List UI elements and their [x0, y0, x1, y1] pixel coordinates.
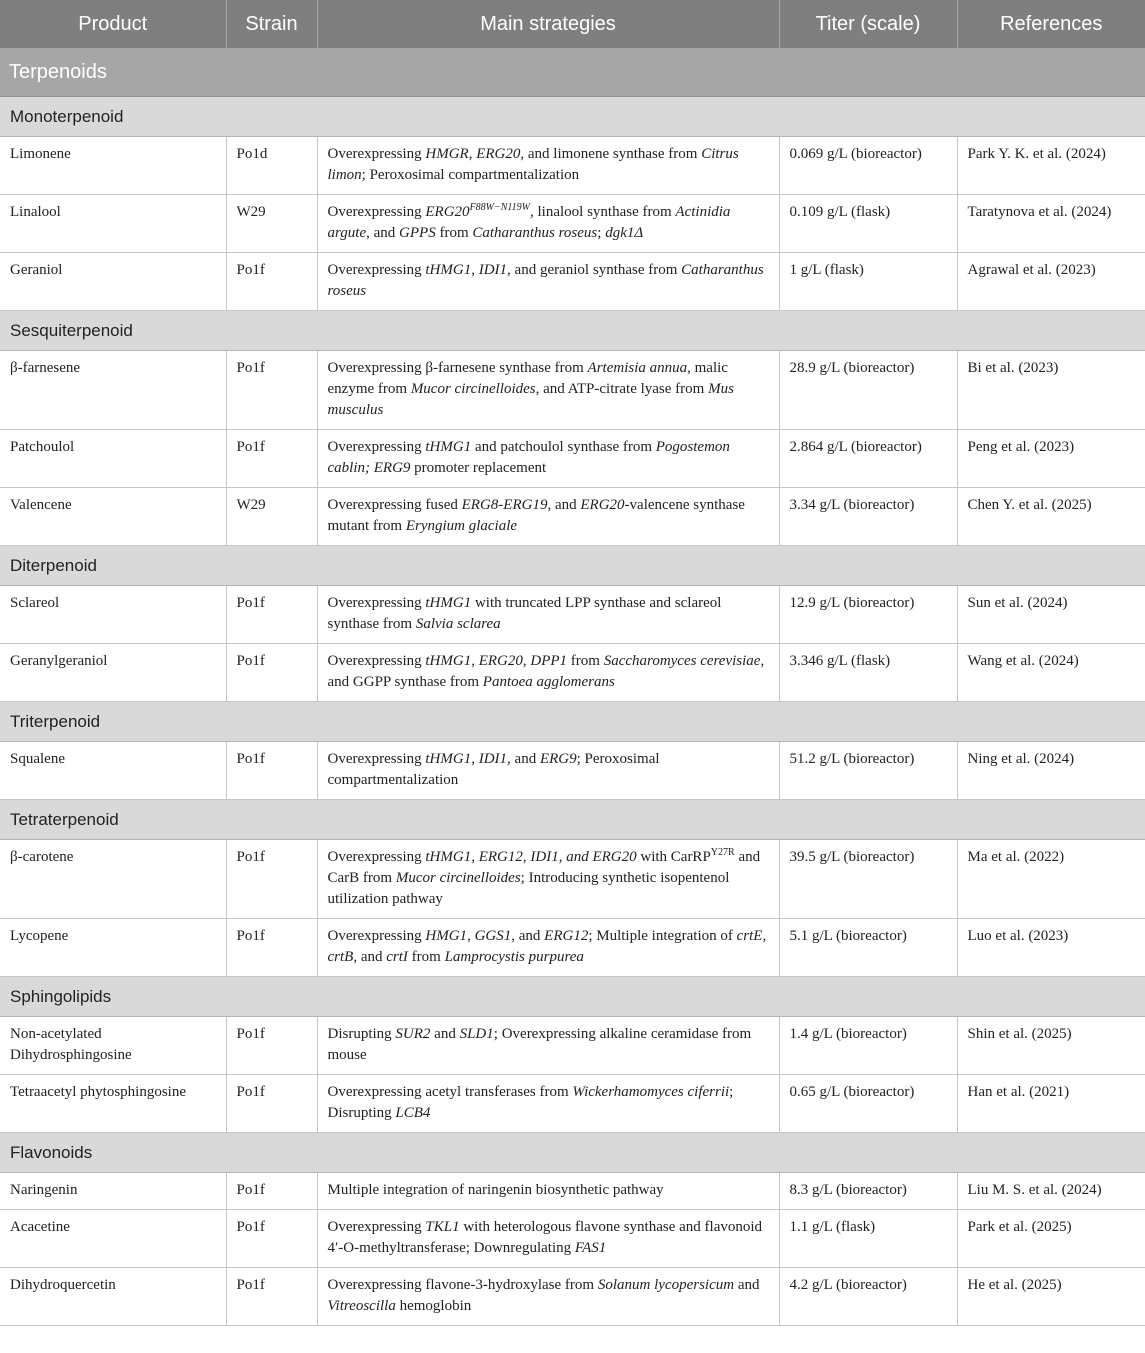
header-titer: Titer (scale): [779, 0, 957, 48]
section-header-row: [0, 1133, 1145, 1173]
table-row: [0, 195, 1145, 253]
strategy-cell: [317, 1017, 779, 1075]
product-cell: Valencene: [0, 488, 226, 546]
section-title: Terpenoids: [0, 48, 1145, 97]
strategy-text: Disrupting: [327, 1026, 396, 1042]
reference-cell: Chen Y. et al. (2025): [957, 488, 1145, 546]
reference-cell: Bi et al. (2023): [957, 351, 1145, 430]
strategy-text: -valencene synthase mutant from: [327, 497, 745, 534]
strategy-text: GGS1: [474, 928, 512, 944]
strategy-cell: [317, 430, 779, 488]
product-cell: Tetraacetyl phytosphingosine: [0, 1075, 226, 1133]
strategy-text: Overexpressing β-farnesene synthase from: [327, 360, 588, 376]
strategy-text: from: [567, 653, 604, 669]
titer-cell: 3.34 g/L (bioreactor): [779, 488, 957, 546]
subsection-header-row: [0, 311, 1145, 351]
titer-cell: 28.9 g/L (bioreactor): [779, 351, 957, 430]
strain-cell: Po1f: [226, 1210, 317, 1268]
strategy-text: and: [734, 1277, 760, 1293]
subsection-header-row: [0, 546, 1145, 586]
strategy-text: Multiple integration of naringenin biosynthetic pathway: [327, 1182, 664, 1198]
strategy-cell: [317, 253, 779, 311]
superscript: [711, 847, 735, 858]
table-body: [0, 48, 1145, 1326]
strategy-text: IDI1: [478, 751, 508, 767]
strategy-text: Overexpressing: [327, 1219, 426, 1235]
strategy-text: crtI: [386, 949, 408, 965]
product-cell: β-farnesene: [0, 351, 226, 430]
strategy-text: , and geraniol synthase from: [507, 262, 682, 278]
product-cell: Acacetine: [0, 1210, 226, 1268]
strategy-text: , and: [353, 949, 387, 965]
strategy-text: FAS1: [574, 1240, 607, 1256]
strategy-text: ,: [471, 262, 479, 278]
header-product: Product: [0, 0, 226, 48]
strategy-text: Pantoea agglomerans: [482, 674, 615, 690]
reference-cell: Han et al. (2021): [957, 1075, 1145, 1133]
table-row: [0, 351, 1145, 430]
strain-cell: Po1f: [226, 253, 317, 311]
strain-cell: Po1f: [226, 1173, 317, 1210]
strategy-cell: [317, 1210, 779, 1268]
strategy-text: Salvia sclarea: [415, 616, 501, 632]
header-strain: Strain: [226, 0, 317, 48]
table-row: [0, 840, 1145, 919]
subsection-header-row: [0, 702, 1145, 742]
strategy-text: , and ATP-citrate lyase from: [535, 381, 709, 397]
strategy-text: crtB: [327, 949, 354, 965]
reference-cell: Park et al. (2025): [957, 1210, 1145, 1268]
header-row: [0, 0, 1145, 48]
table-row: [0, 1268, 1145, 1326]
table-row: [0, 253, 1145, 311]
strategy-text: Overexpressing fused: [327, 497, 462, 513]
strategy-text: ; Multiple integration of: [588, 928, 737, 944]
strain-cell: Po1f: [226, 919, 317, 977]
section-header-row: [0, 48, 1145, 97]
strategy-text: Overexpressing: [327, 849, 426, 865]
strategy-cell: [317, 351, 779, 430]
titer-cell: 0.109 g/L (flask): [779, 195, 957, 253]
strategy-text: with truncated LPP synthase and sclareol synthase from: [327, 595, 722, 632]
strategy-text: ,: [762, 928, 767, 944]
strategy-text: LCB4: [395, 1105, 431, 1121]
strategy-text: ERG12: [544, 928, 589, 944]
product-cell: Geraniol: [0, 253, 226, 311]
strategy-text: ; Overexpressing alkaline ceramidase from mouse: [327, 1026, 752, 1063]
strategy-text: , and: [366, 225, 400, 241]
reference-cell: Park Y. K. et al. (2024): [957, 137, 1145, 195]
strategy-text: ; Peroxosimal compartmentalization: [361, 167, 580, 183]
strategy-text: ; Disrupting: [327, 1084, 734, 1121]
strategy-text: , malic enzyme from: [327, 360, 728, 397]
header-references: References: [957, 0, 1145, 48]
strategy-text: crtE: [736, 928, 763, 944]
strain-cell: Po1f: [226, 430, 317, 488]
strategy-text: Solanum lycopersicum: [597, 1277, 735, 1293]
strain-cell: W29: [226, 488, 317, 546]
strategy-text: promoter replacement: [410, 460, 547, 476]
titer-cell: 51.2 g/L (bioreactor): [779, 742, 957, 800]
product-cell: Geranylgeraniol: [0, 644, 226, 702]
strategy-cell: [317, 137, 779, 195]
strategy-text: SLD1: [459, 1026, 494, 1042]
subsection-title: Monoterpenoid: [0, 97, 1145, 137]
section-title: Sphingolipids: [0, 977, 1145, 1017]
strain-cell: Po1f: [226, 644, 317, 702]
strategy-cell: [317, 1075, 779, 1133]
strategy-cell: [317, 1173, 779, 1210]
strategy-text: Catharanthus roseus: [327, 262, 764, 299]
strategy-text: and CarB from: [327, 849, 761, 886]
strain-cell: Po1f: [226, 840, 317, 919]
section-title: Flavonoids: [0, 1133, 1145, 1173]
strategy-text: ERG20: [425, 204, 470, 220]
strategy-text: with heterologous flavone synthase and flavonoid 4′-O-methyltransferase; Downregulating: [327, 1219, 763, 1256]
titer-cell: 3.346 g/L (flask): [779, 644, 957, 702]
reference-cell: Agrawal et al. (2023): [957, 253, 1145, 311]
strategy-text: Overexpressing: [327, 751, 426, 767]
strategy-text: ; Introducing synthetic isopentenol utilization pathway: [327, 870, 730, 907]
strategy-text: Catharanthus roseus: [472, 225, 598, 241]
table-row: [0, 430, 1145, 488]
reference-cell: Ma et al. (2022): [957, 840, 1145, 919]
table-row: [0, 742, 1145, 800]
strategy-text: ;: [597, 225, 606, 241]
strategy-text: Vitreoscilla: [327, 1298, 396, 1314]
strategy-text: , and limonene synthase from: [520, 146, 702, 162]
strategy-text: Lamprocystis purpurea: [444, 949, 584, 965]
reference-cell: Shin et al. (2025): [957, 1017, 1145, 1075]
strain-cell: Po1f: [226, 742, 317, 800]
titer-cell: 39.5 g/L (bioreactor): [779, 840, 957, 919]
strategy-text: Mucor circinelloides: [395, 870, 521, 886]
table-row: [0, 1075, 1145, 1133]
strategy-text: , and: [511, 928, 545, 944]
strategy-text: tHMG1: [425, 751, 472, 767]
strategy-text: Mus musculus: [327, 381, 734, 418]
strategy-cell: [317, 919, 779, 977]
strategy-cell: [317, 742, 779, 800]
strategy-text: , and: [547, 497, 581, 513]
strategy-text: ERG8-ERG19: [461, 497, 548, 513]
strategy-text: tHMG1: [425, 262, 472, 278]
strategy-text: Saccharomyces cerevisiae: [603, 653, 761, 669]
titer-cell: 5.1 g/L (bioreactor): [779, 919, 957, 977]
strategy-cell: [317, 644, 779, 702]
reference-cell: He et al. (2025): [957, 1268, 1145, 1326]
subsection-header-row: [0, 800, 1145, 840]
strategy-text: Overexpressing: [327, 653, 426, 669]
product-cell: Non-acetylated Dihydrosphingosine: [0, 1017, 226, 1075]
product-cell: Dihydroquercetin: [0, 1268, 226, 1326]
product-cell: Patchoulol: [0, 430, 226, 488]
strategy-text: ,: [467, 928, 475, 944]
subsection-title: Triterpenoid: [0, 702, 1145, 742]
product-cell: β-carotene: [0, 840, 226, 919]
strategy-text: tHMG1: [425, 439, 472, 455]
table-row: [0, 1173, 1145, 1210]
subsection-title: Diterpenoid: [0, 546, 1145, 586]
strategy-text: and patchoulol synthase from: [471, 439, 656, 455]
header-strategies: Main strategies: [317, 0, 779, 48]
product-cell: Sclareol: [0, 586, 226, 644]
reference-cell: Wang et al. (2024): [957, 644, 1145, 702]
strategy-text: dgk1Δ: [605, 225, 644, 241]
strategy-text: SUR2: [395, 1026, 431, 1042]
product-cell: Naringenin: [0, 1173, 226, 1210]
strategy-text: Overexpressing: [327, 262, 426, 278]
reference-cell: Ning et al. (2024): [957, 742, 1145, 800]
reference-cell: Peng et al. (2023): [957, 430, 1145, 488]
strategy-text: from: [435, 225, 473, 241]
table-row: [0, 644, 1145, 702]
strategy-text: Citrus limon: [327, 146, 739, 183]
strategy-text: from: [407, 949, 445, 965]
strategy-text: Overexpressing: [327, 595, 426, 611]
titer-cell: 1.1 g/L (flask): [779, 1210, 957, 1268]
strategy-text: GPPS: [399, 225, 436, 241]
strategy-text: Eryngium glaciale: [405, 518, 518, 534]
strategy-text: TKL1: [425, 1219, 460, 1235]
subsection-title: Tetraterpenoid: [0, 800, 1145, 840]
superscript: [470, 202, 530, 213]
product-cell: Limonene: [0, 137, 226, 195]
product-cell: Linalool: [0, 195, 226, 253]
strategy-text: Wickerhamomyces ciferrii: [572, 1084, 730, 1100]
strategy-text: HMG1: [425, 928, 468, 944]
strategy-text: , and GGPP synthase from: [327, 653, 765, 690]
strategy-text: , linalool synthase from: [530, 204, 676, 220]
strategy-text: F88W−N119W: [469, 202, 531, 213]
strategy-text: Actinidia argute: [327, 204, 731, 241]
titer-cell: 1 g/L (flask): [779, 253, 957, 311]
strategy-text: Mucor circinelloides: [410, 381, 536, 397]
strategy-text: ERG20: [580, 497, 625, 513]
table-row: [0, 919, 1145, 977]
strategy-cell: [317, 488, 779, 546]
strain-cell: Po1f: [226, 351, 317, 430]
strategy-text: ERG9: [539, 751, 577, 767]
strategy-cell: [317, 1268, 779, 1326]
strain-cell: Po1d: [226, 137, 317, 195]
strategy-cell: [317, 586, 779, 644]
strategy-text: and: [430, 1026, 460, 1042]
table-row: [0, 586, 1145, 644]
product-cell: Squalene: [0, 742, 226, 800]
subsection-header-row: [0, 97, 1145, 137]
reference-cell: Luo et al. (2023): [957, 919, 1145, 977]
table-row: [0, 1210, 1145, 1268]
strategy-text: IDI1: [478, 262, 508, 278]
reference-cell: Liu M. S. et al. (2024): [957, 1173, 1145, 1210]
table-row: [0, 1017, 1145, 1075]
strategy-text: tHMG1: [425, 653, 472, 669]
titer-cell: 0.069 g/L (bioreactor): [779, 137, 957, 195]
strategy-text: Overexpressing: [327, 928, 426, 944]
table-row: [0, 137, 1145, 195]
table-row: [0, 488, 1145, 546]
strategy-cell: [317, 840, 779, 919]
titer-cell: 12.9 g/L (bioreactor): [779, 586, 957, 644]
titer-cell: 0.65 g/L (bioreactor): [779, 1075, 957, 1133]
strategy-text: Overexpressing acetyl transferases from: [327, 1084, 573, 1100]
product-cell: Lycopene: [0, 919, 226, 977]
strategy-text: , and: [507, 751, 540, 767]
strategy-text: Pogostemon cablin; ERG9: [327, 439, 730, 476]
reference-cell: Taratynova et al. (2024): [957, 195, 1145, 253]
strategy-text: HMGR: [425, 146, 469, 162]
titer-cell: 2.864 g/L (bioreactor): [779, 430, 957, 488]
strategy-text: tHMG1, ERG12, IDI1, and ERG20: [425, 849, 637, 865]
subsection-title: Sesquiterpenoid: [0, 311, 1145, 351]
strain-cell: Po1f: [226, 1268, 317, 1326]
strategy-text: tHMG1: [425, 595, 472, 611]
strategy-text: ,: [468, 146, 477, 162]
reference-cell: Sun et al. (2024): [957, 586, 1145, 644]
strain-cell: Po1f: [226, 1017, 317, 1075]
strategy-text: with CarRP: [636, 849, 711, 865]
strategy-text: ; Peroxosimal compartmentalization: [327, 751, 660, 788]
strategy-text: ERG20, DPP1: [478, 653, 568, 669]
strategy-text: hemoglobin: [395, 1298, 472, 1314]
section-header-row: [0, 977, 1145, 1017]
strategy-text: Artemisia annua: [587, 360, 688, 376]
titer-cell: 1.4 g/L (bioreactor): [779, 1017, 957, 1075]
strategy-cell: [317, 195, 779, 253]
strategy-text: Overexpressing: [327, 146, 426, 162]
strategy-text: ERG20: [476, 146, 521, 162]
strain-cell: W29: [226, 195, 317, 253]
titer-cell: 8.3 g/L (bioreactor): [779, 1173, 957, 1210]
strategy-text: Overexpressing flavone-3-hydroxylase from: [327, 1277, 598, 1293]
strategy-text: Overexpressing: [327, 439, 426, 455]
strategy-text: ,: [471, 653, 479, 669]
strategy-text: ,: [471, 751, 479, 767]
titer-cell: 4.2 g/L (bioreactor): [779, 1268, 957, 1326]
strain-cell: Po1f: [226, 586, 317, 644]
strategy-text: Overexpressing: [327, 204, 426, 220]
strain-cell: Po1f: [226, 1075, 317, 1133]
strategy-text: Y27R: [710, 847, 735, 858]
